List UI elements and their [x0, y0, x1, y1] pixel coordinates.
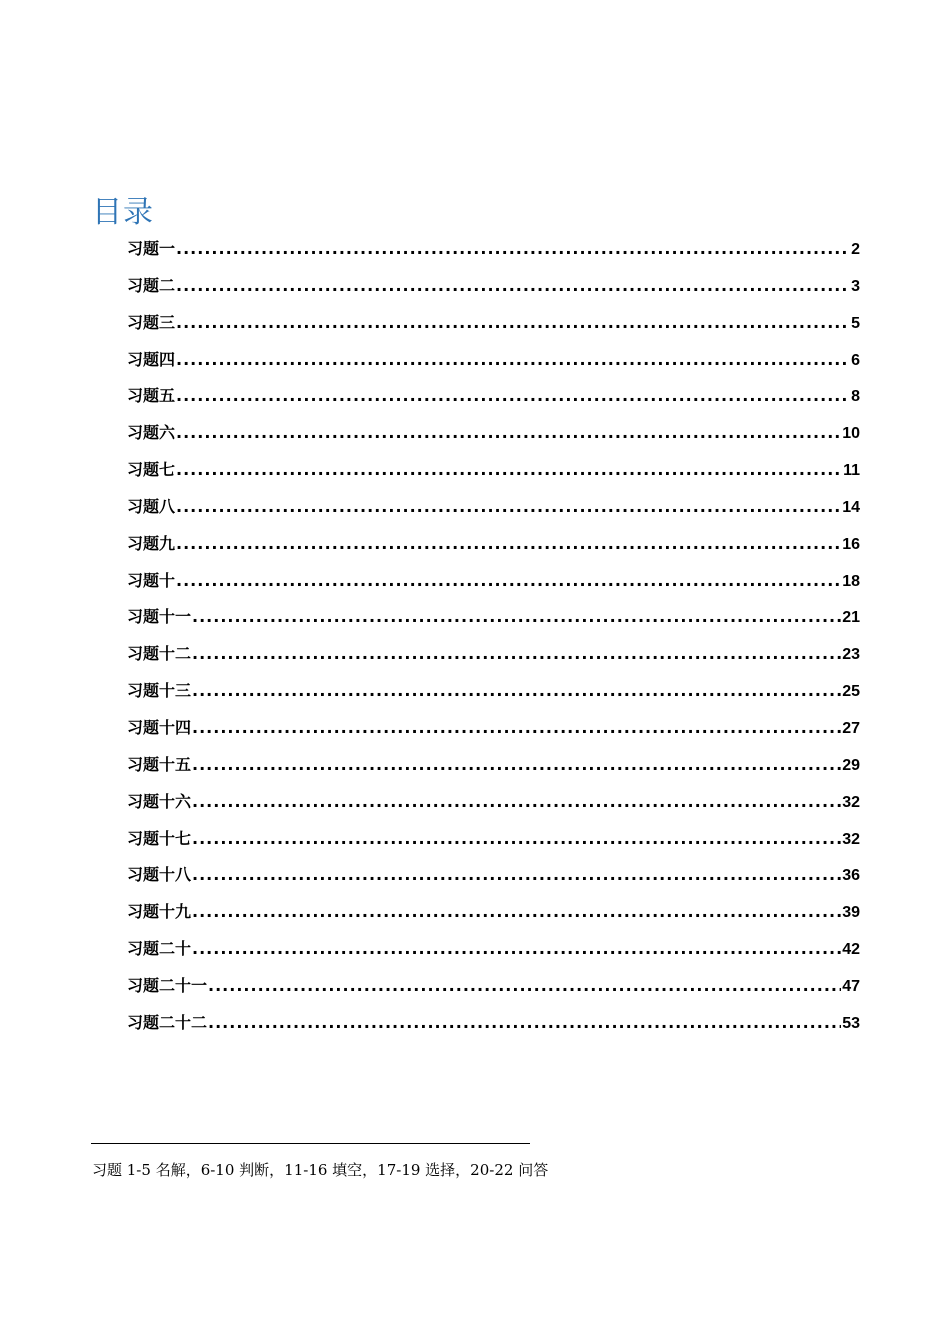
toc-dot-leader	[176, 531, 841, 557]
toc-entry[interactable]	[127, 604, 860, 641]
toc-entry-page-number: 29	[842, 756, 860, 774]
toc-entry-page-number: 23	[842, 646, 860, 664]
toc-entry-title: 习题三	[127, 312, 176, 332]
toc-entry[interactable]	[127, 347, 860, 384]
toc-entry-page-number: 16	[842, 535, 860, 553]
toc-dot-leader	[176, 236, 850, 262]
toc-entry-title: 习题二十一	[127, 975, 208, 995]
toc-entry-title: 习题十七	[127, 828, 192, 848]
toc-dot-leader	[176, 494, 841, 520]
toc-dot-leader	[176, 457, 842, 483]
toc-entry[interactable]	[127, 1010, 860, 1047]
toc-entry-page-number: 3	[851, 277, 860, 295]
toc-dot-leader	[176, 273, 850, 299]
toc-entry-page-number: 36	[842, 867, 860, 885]
toc-entry[interactable]	[127, 641, 860, 678]
toc-entry-title: 习题十八	[127, 865, 192, 885]
toc-entry-title: 习题十六	[127, 791, 192, 811]
toc-dot-leader	[176, 383, 850, 409]
toc-entry-page-number: 39	[842, 904, 860, 922]
toc-entry-title: 习题五	[127, 386, 176, 406]
toc-entry-title: 习题二十	[127, 939, 192, 959]
toc-dot-leader	[208, 1010, 841, 1036]
toc-entry[interactable]	[127, 531, 860, 568]
toc-dot-leader	[176, 310, 850, 336]
toc-dot-leader	[192, 715, 841, 741]
toc-entry-page-number: 8	[851, 388, 860, 406]
toc-entry-page-number: 5	[851, 314, 860, 332]
toc-entry-page-number: 18	[842, 572, 860, 590]
toc-entry[interactable]	[127, 936, 860, 973]
toc-dot-leader	[208, 973, 841, 999]
toc-dot-leader	[192, 752, 841, 778]
footnote-text: 习题 1-5 名解，6-10 判断，11-16 填空，17-19 选择，20-22 问答	[92, 1161, 549, 1179]
toc-entry-page-number: 6	[851, 351, 860, 369]
toc-entry-page-number: 32	[842, 830, 860, 848]
toc-dot-leader	[176, 420, 841, 446]
toc-entry-page-number: 10	[842, 425, 860, 443]
toc-entry-page-number: 25	[842, 683, 860, 701]
toc-entry[interactable]	[127, 383, 860, 420]
toc-entry-title: 习题二十二	[127, 1012, 208, 1032]
toc-entry-title: 习题十一	[127, 607, 192, 627]
toc-entry[interactable]	[127, 826, 860, 863]
toc-entry-page-number: 32	[842, 793, 860, 811]
toc-entry-page-number: 11	[843, 462, 860, 480]
toc-entry[interactable]	[127, 236, 860, 273]
toc-entry-title: 习题九	[127, 533, 176, 553]
toc-entry[interactable]	[127, 973, 860, 1010]
toc-entry[interactable]	[127, 752, 860, 789]
toc-entry-title: 习题十三	[127, 681, 192, 701]
toc-entry-title: 习题十	[127, 570, 176, 590]
toc-dot-leader	[192, 789, 841, 815]
toc-dot-leader	[192, 862, 841, 888]
toc-entry-title: 习题十四	[127, 717, 192, 737]
toc-entry[interactable]	[127, 862, 860, 899]
toc-entry[interactable]	[127, 457, 860, 494]
footnote-separator	[91, 1143, 530, 1144]
toc-entry[interactable]	[127, 568, 860, 605]
toc-dot-leader	[176, 568, 841, 594]
toc-list	[127, 236, 860, 1047]
toc-dot-leader	[192, 936, 841, 962]
toc-entry-page-number: 2	[851, 241, 860, 258]
toc-entry-title: 习题十九	[127, 902, 192, 922]
toc-entry[interactable]	[127, 678, 860, 715]
toc-dot-leader	[192, 826, 841, 852]
toc-entry-title: 习题八	[127, 496, 176, 516]
toc-entry-page-number: 42	[842, 941, 860, 959]
toc-entry-page-number: 47	[842, 977, 860, 995]
toc-dot-leader	[176, 347, 850, 373]
toc-dot-leader	[192, 641, 841, 667]
toc-entry-title: 习题六	[127, 423, 176, 443]
toc-entry-title: 习题十五	[127, 754, 192, 774]
toc-entry-page-number: 14	[842, 498, 860, 516]
toc-entry[interactable]	[127, 494, 860, 531]
toc-entry-title: 习题四	[127, 349, 176, 369]
toc-entry-title: 习题一	[127, 239, 176, 258]
toc-entry-title: 习题二	[127, 275, 176, 295]
toc-entry[interactable]	[127, 789, 860, 826]
toc-entry[interactable]	[127, 310, 860, 347]
toc-dot-leader	[192, 899, 841, 925]
toc-entry-title: 习题十二	[127, 644, 192, 664]
toc-entry-page-number: 53	[842, 1014, 860, 1032]
toc-entry-title: 习题七	[127, 460, 176, 480]
toc-entry[interactable]	[127, 715, 860, 752]
toc-entry-page-number: 21	[842, 609, 860, 627]
toc-dot-leader	[192, 604, 841, 630]
toc-entry-page-number: 27	[842, 719, 860, 737]
toc-entry[interactable]	[127, 899, 860, 936]
toc-entry[interactable]	[127, 420, 860, 457]
toc-dot-leader	[192, 678, 841, 704]
toc-heading: 目录	[92, 195, 154, 230]
toc-entry[interactable]	[127, 273, 860, 310]
